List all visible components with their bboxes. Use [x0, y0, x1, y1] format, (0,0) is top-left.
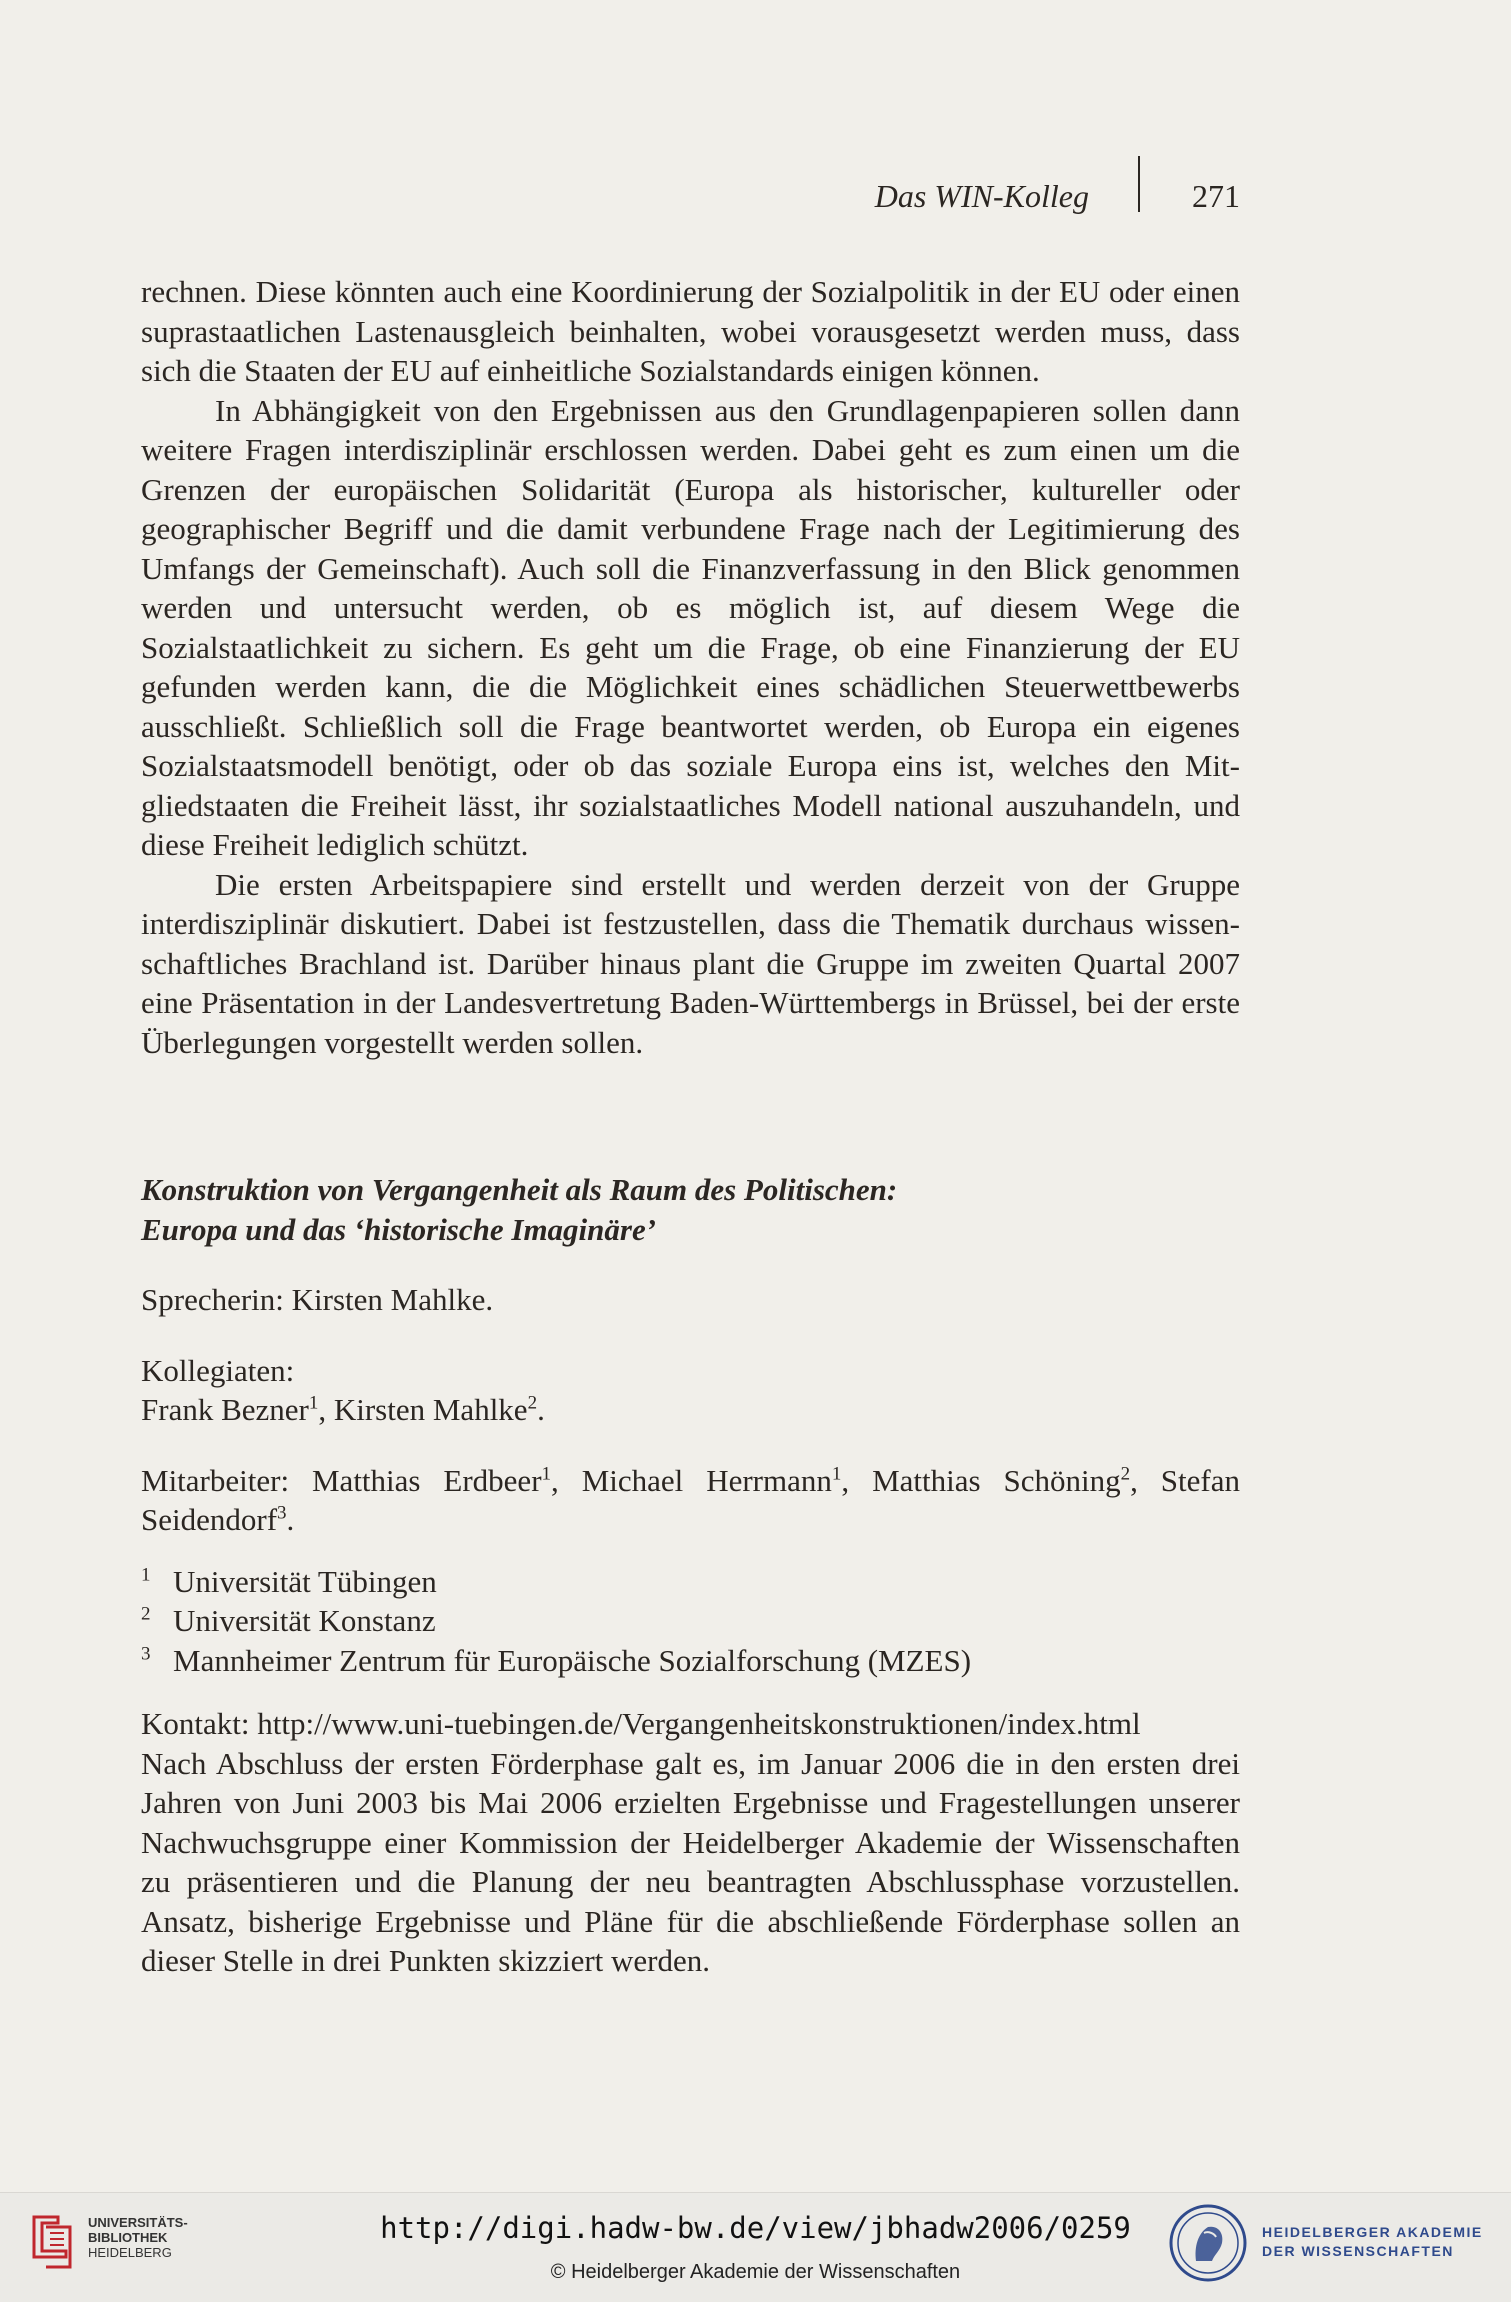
running-title: Das WIN-Kolleg — [874, 178, 1089, 214]
section-heading — [141, 1170, 1240, 1249]
paragraph-final: Nach Abschluss der ersten Förderphase galt es, im Januar 2006 die in den ersten drei Jahren von Juni 2003 bis Mai 2006 erzielten Ergebnisse und Fragestellungen unserer Nachwuchsgruppe einer Kommission der Heidelberger Akademie der Wissenschaften zu präsentieren und die Planung der neu beantragten Abschlussphase vorzustellen. Ansatz, bisherige Ergebnisse und Pläne für die abschließende Förderphase sollen an dieser Stelle in drei Punkten skizziert werden. — [141, 1745, 1240, 1978]
affiliation-number: 2 — [141, 1603, 151, 1625]
affiliation-item — [141, 1562, 1240, 1602]
affiliation-item — [141, 1601, 1240, 1641]
paragraph-2: In Abhängigkeit von den Ergebnissen aus den Grundlagenpapieren sollen dann weitere Fragen interdisziplinär erschlossen werden. Dabei geht es zum einen um die Grenzen der europäischen Solidarität (Europa als historischer, kultureller oder geographischer Begriff und die damit verbundene Frage nach der Legitimierung des Umfangs der Gemeinschaft). Auch soll die Finanzverfassung in den Blick genommen werden und untersucht werden, ob es möglich ist, auf diesem Wege die Sozialstaatlichkeit zu sichern. Es geht um die Frage, ob eine Finanzierung der EU gefunden werden kann, die die Möglichkeit eines schädlichen Steuerwettbewerbs ausschließt. Schließlich soll die Frage beantwortet werden, ob Europa ein eigenes Sozialstaatsmodell benötigt, oder ob das soziale Europa eins ist, welches den Mitgliedstaaten die Freiheit lässt, ihr sozialstaatliches Modell national auszuhandeln, und diese Freiheit lediglich schützt. — [141, 392, 1240, 862]
footnote-marker: 1 — [541, 1463, 552, 1485]
library-line-3: HEIDELBERG — [88, 2245, 172, 2260]
mitarbeiter-name: , Matthias Schöning — [841, 1462, 1121, 1498]
punctuation: . — [286, 1502, 295, 1537]
paragraph-1: rechnen. Diese könnten auch eine Koordinierung der Sozialpolitik in der EU oder einen suprastaatlichen Lastenausgleich beinhalten, wobei vorausgesetzt werden muss, dass sich die Staaten der EU auf einheitliche Sozialstandards einigen können. — [141, 274, 1240, 388]
contact-line: Kontakt: http://www.uni-tuebingen.de/Vergangenheitskonstruktionen/index.html — [141, 1706, 1141, 1741]
kollegiaten-label: Kollegiaten: — [141, 1352, 295, 1388]
academy-name — [1262, 2223, 1483, 2261]
academy-line-1: HEIDELBERGER AKADEMIE — [1262, 2224, 1483, 2240]
footnote-marker: 2 — [1120, 1463, 1131, 1485]
affiliation-number: 3 — [141, 1643, 151, 1665]
footnote-marker: 1 — [831, 1463, 842, 1485]
kollegiat-name: , Kirsten Mahlke — [318, 1392, 528, 1427]
mitarbeiter-name: Mitarbeiter: Matthias Erdbeer — [141, 1462, 542, 1498]
academy-seal-icon — [1168, 2203, 1248, 2283]
punctuation: . — [537, 1392, 545, 1427]
library-line-1: UNIVERSITÄTS- — [88, 2215, 188, 2230]
paragraph-3: Die ersten Arbeitspapiere sind erstellt und werden derzeit von der Gruppe interdisziplinär diskutiert. Dabei ist festzustellen, dass die Thematik durchaus wissenschaftliches Brachland ist. Darüber hinaus plant die Gruppe im zweiten Quartal 2007 eine Präsentation in der Landesvertretung Baden-Württembergs in Brüssel, bei der erste Überlegungen vorgestellt werden sollen. — [141, 866, 1240, 1060]
running-head — [0, 172, 1511, 222]
copyright-notice: © Heidelberger Akademie der Wissenschaften — [550, 2261, 961, 2283]
page-number: 271 — [1192, 178, 1240, 214]
affiliation-name: Mannheimer Zentrum für Europäische Sozialforschung (MZES) — [173, 1642, 972, 1678]
academy-line-2: DER WISSENSCHAFTEN — [1262, 2243, 1454, 2259]
footnote-marker: 2 — [527, 1392, 538, 1414]
body-text — [141, 272, 1240, 1981]
affiliation-list — [141, 1562, 1240, 1681]
footnote-marker: 3 — [277, 1502, 287, 1524]
viewer-footer — [0, 2192, 1511, 2302]
mitarbeiter-block — [141, 1461, 1240, 1540]
section-heading-line-1: Konstruktion von Vergangenheit als Raum des Politischen: — [141, 1172, 898, 1207]
kollegiaten-names — [141, 1390, 1240, 1430]
permalink-url[interactable]: http://digi.hadw-bw.de/view/jbhadw2006/0259 — [380, 2211, 1131, 2245]
header-divider — [1138, 156, 1140, 212]
footnote-marker: 1 — [308, 1392, 319, 1414]
section-heading-line-2: Europa und das ‘historische Imaginäre’ — [141, 1211, 657, 1247]
mitarbeiter-name: , Stefan Seidendorf — [141, 1462, 1240, 1537]
affiliation-number: 1 — [141, 1564, 151, 1586]
kollegiat-name: Frank Bezner — [141, 1392, 309, 1427]
mitarbeiter-name: , Michael Herrmann — [551, 1462, 832, 1498]
library-line-2: BIBLIOTHEK — [88, 2230, 168, 2245]
affiliation-name: Universität Tübingen — [173, 1563, 437, 1599]
affiliation-item — [141, 1641, 1240, 1681]
kollegiaten-block — [141, 1351, 1240, 1430]
speaker-line: Sprecherin: Kirsten Mahlke. — [141, 1282, 494, 1317]
affiliation-name: Universität Konstanz — [173, 1603, 436, 1638]
